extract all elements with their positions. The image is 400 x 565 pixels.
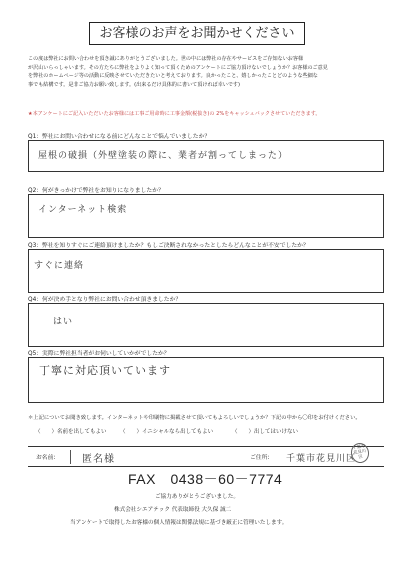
answer-2-box[interactable] [28, 194, 384, 238]
company-text: 株式会社シエアテック 代表取締役 大久保 誠二 [114, 507, 232, 513]
question-3-label: Q3：弊社を知りすぐにご連絡頂けましたか？もしご決断されなかったとしたらどんなことが不安でしたか？ [28, 243, 309, 249]
intro-line: この度は弊社にお問い合わせを頂き誠にありがとうございました。世の中には弊社の存在やサービスをご存知ないお客様 [28, 56, 304, 62]
intro-line: を弊社のホームページ等の活動に反映させていただきたいと考えております。良かったこと、嬉しかったことどのような些細な [28, 73, 318, 80]
thanks-text: ご協力ありがとうございました。 [155, 494, 239, 500]
answer-4-box[interactable] [28, 303, 384, 347]
fax-number: FAX 0438－60－7774 [128, 471, 283, 487]
answer-3-text: すぐに連絡 [34, 261, 85, 271]
intro-text [28, 55, 378, 90]
question-1-label: Q1：弊社にお問い合わせになる前にどんなことで悩んでいましたか？ [28, 134, 211, 140]
answer-4-text: はい [53, 317, 74, 327]
answer-5-box[interactable] [28, 357, 384, 403]
handwritten-stamp: 千葉市花見川区 [349, 442, 370, 465]
address-label: ご住所: [250, 455, 270, 461]
answer-1-text: 屋根の破損（外壁塗装の際に、業者が割ってしまった） [38, 151, 289, 161]
address-value: 千葉市花見川区 [286, 454, 357, 464]
option-initials-ok[interactable]: （ ）イニシャルなら出してもよい [120, 429, 214, 435]
question-4-label: Q4：何が決め手となり弊社にお問い合わせ頂きましたか？ [28, 297, 182, 303]
page-title: お客様のお声をお聞かせください [89, 22, 305, 45]
option-not-ok[interactable]: （ ）出してはいけない [232, 429, 299, 435]
cashback-notice: ★本アンケートにご記入いただいたお客様には工事ご用命時に工事金額(税抜き)の 2%をキャッシュバックさせていただきます。 [28, 111, 321, 117]
customer-info-row [28, 446, 384, 467]
answer-3-box[interactable] [28, 249, 384, 293]
name-label: お名前: [36, 455, 56, 461]
privacy-text: 当アンケートで取得したお客様の個人情報は関係法規に基づき厳正に管理いたします。 [70, 520, 288, 526]
question-5-label: Q5：実際に弊社担当者がお伺いしていかがでしたか？ [28, 351, 170, 357]
answer-2-text: インターネット検索 [38, 205, 128, 215]
divider [70, 450, 71, 464]
name-value: 匿名様 [82, 454, 115, 465]
answer-5-text: 丁寧に対応頂いています [39, 364, 171, 377]
intro-line: 事でも結構です。是非ご協力お願い致します。(出来るだけ具体的に書いて頂ければ幸いです) [28, 82, 241, 89]
publish-consent-note: ＊上記についてお聞き致します。インターネットや印刷物に掲載させて頂いてもよろしいでしょうか？下記の中から〇印をお付けください。 [28, 415, 361, 421]
intro-line: が沢山いらっしゃいます。その方たちに弊社をよりよく知って頂くためのアンケートにご協力頂けないでしょうか？お客様のご意見 [28, 64, 328, 71]
answer-1-box[interactable] [28, 140, 384, 172]
question-2-label: Q2：何がきっかけで弊社をお知りになりましたか？ [28, 188, 164, 194]
option-name-ok[interactable]: （ ）名前を出してもよい [35, 429, 107, 435]
